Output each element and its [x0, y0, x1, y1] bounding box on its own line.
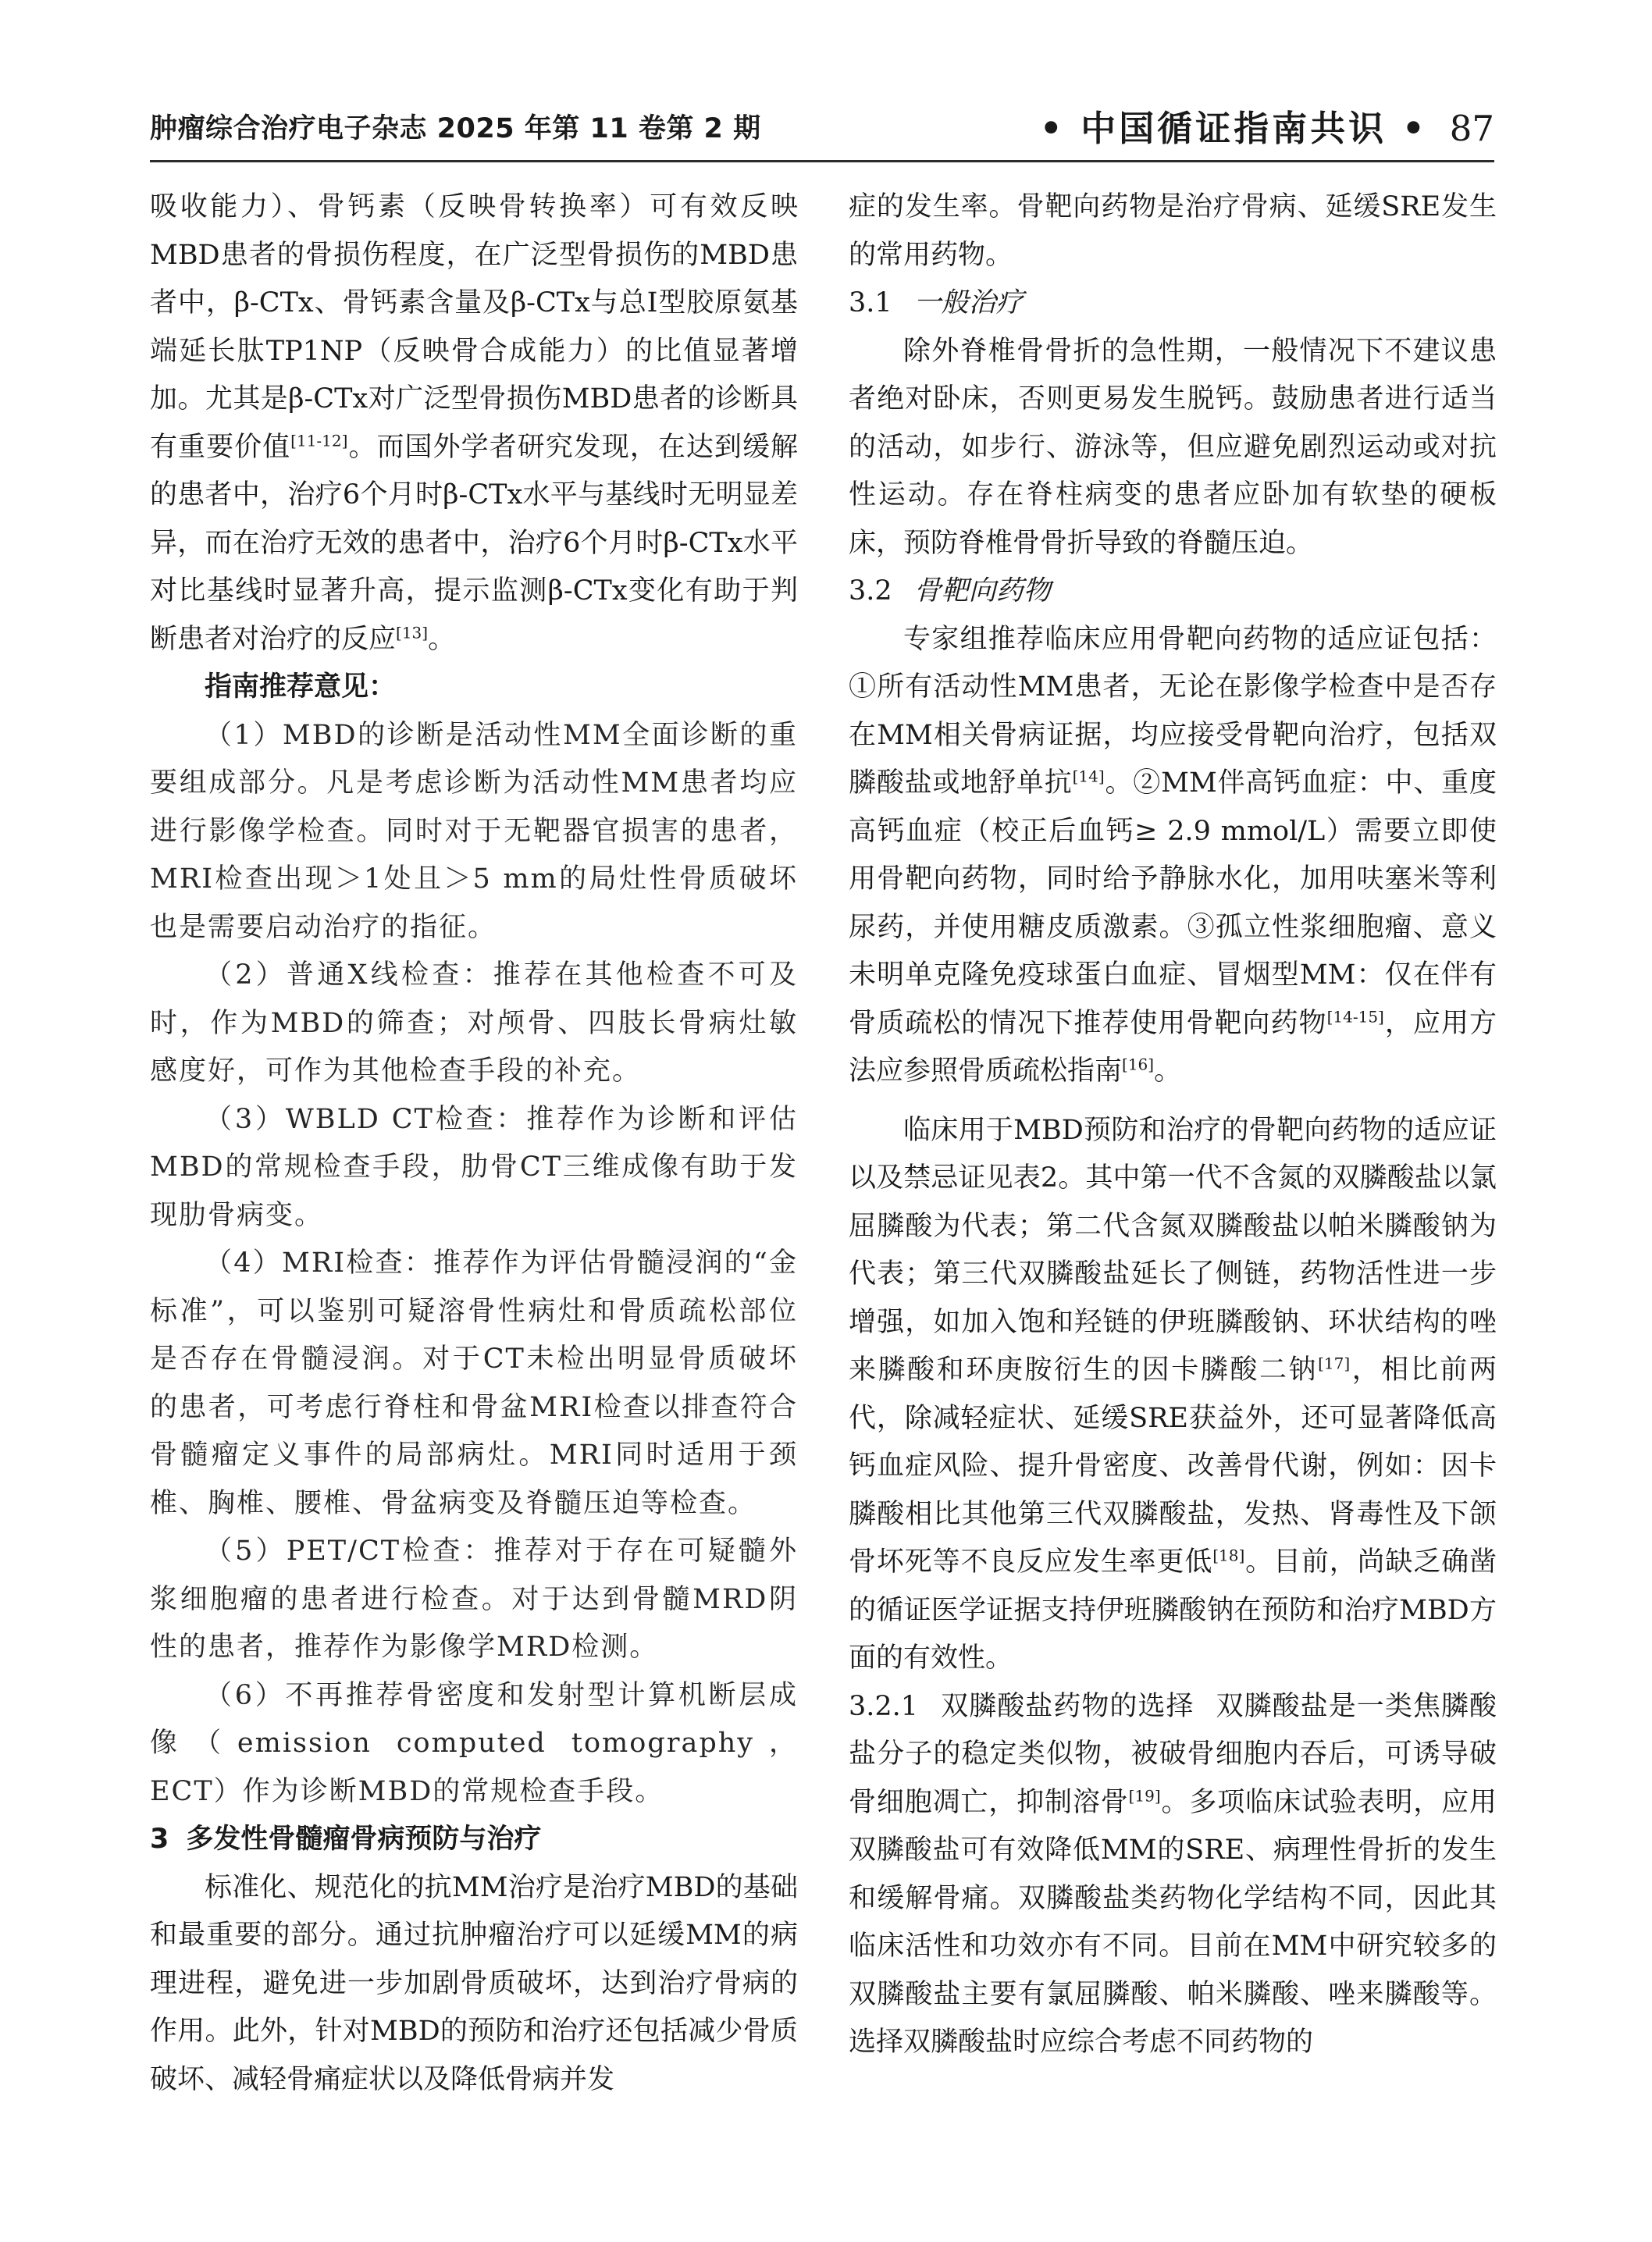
paragraph-general-treatment: 除外脊椎骨骨折的急性期，一般情况下不建议患者绝对卧床，否则更易发生脱钙。鼓励患者进行适当的活动，如步行、游泳等，但应避免剧烈运动或对抗性运动。存在脊柱病变的患者应卧加有软垫的硬板床，预防脊椎骨骨折导致的脊髓压迫。: [849, 335, 1497, 559]
recommendation-5: （5）PET/CT检查：推荐对于存在可疑髓外浆细胞瘤的患者进行检查。对于达到骨髓MRD阴性的患者，推荐作为影像学MRD检测。: [150, 1536, 798, 1663]
page-number: 87: [1449, 108, 1494, 149]
paragraph-bisphosphonate-generations: 临床用于MBD预防和治疗的骨靶向药物的适应证以及禁忌证见表2。其中第一代不含氮的双膦酸盐以氯屈膦酸为代表；第二代含氮双膦酸盐以帕米膦酸钠为代表；第三代双膦酸盐延长了侧链，药物活性进一步增强，如加入饱和羟链的伊班膦酸钠、环状结构的唑来膦酸和环庚胺衍生的因卡膦酸二钠[17]，相比前两代，除减轻症状、延缓SRE获益外，还可显著降低高钙血症风险、提升骨密度、改善骨代谢，例如：因卡膦酸相比其他第三代双膦酸盐，发热、肾毒性及下颌骨坏死等不良反应发生率更低[18]。目前，尚缺乏确凿的循证医学证据支持伊班膦酸钠在预防和治疗MBD方面的有效性。: [849, 1114, 1497, 1674]
paragraph-3-2-1: 3.2.1 双膦酸盐药物的选择 双膦酸盐是一类焦膦酸盐分子的稳定类似物，被破骨细胞内吞后，可诱导破骨细胞凋亡，抑制溶骨[19]。多项临床试验表明，应用双膦酸盐可有效降低MM的SRE、病理性骨折的发生和缓解骨痛。双膦酸盐类药物化学结构不同，因此其临床活性和功效亦有不同。目前在MM中研究较多的双膦酸盐主要有氯屈膦酸、帕米膦酸、唑来膦酸等。选择双膦酸盐时应综合考虑不同药物的: [849, 1690, 1497, 2058]
citation: [11-12]: [290, 430, 348, 450]
paragraph-indications: 专家组推荐临床应用骨靶向药物的适应证包括：①所有活动性MM患者，无论在影像学检查中是否存在MM相关骨病证据，均应接受骨靶向治疗，包括双膦酸盐或地舒单抗[14]。②MM伴高钙血症：中、重度高钙血症（校正后血钙≥ 2.9 mmol/L）需要立即使用骨靶向药物，同时给予静脉水化，加用呋塞米等利尿药，并使用糖皮质激素。③孤立性浆细胞瘤、意义未明单克隆免疫球蛋白血症、冒烟型MM：仅在伴有骨质疏松的情况下推荐使用骨靶向药物[14-15]，应用方法应参照骨质疏松指南[16]。: [849, 623, 1497, 1087]
recommendation-4: （4）MRI检查：推荐作为评估骨髓浸润的“金标准”，可以鉴别可疑溶骨性病灶和骨质疏松部位是否存在骨髓浸润。对于CT未检出明显骨质破坏的患者，可考虑行脊柱和骨盆MRI检查以排查符合骨髓瘤定义事件的局部病灶。MRI同时适用于颈椎、胸椎、腰椎、骨盆病变及脊髓压迫等检查。: [150, 1247, 798, 1519]
section-header: [1040, 108, 1494, 150]
recommendation-3: （3）WBLD CT检查：推荐作为诊断和评估MBD的常规检查手段，肋骨CT三维成像有助于发现肋骨病变。: [150, 1103, 798, 1231]
left-column: [150, 183, 798, 2104]
citation: [14]: [1072, 767, 1105, 786]
citation: [17]: [1318, 1354, 1351, 1373]
subsection-3-1-heading: 3.1 一般治疗: [849, 287, 1024, 319]
citation: [19]: [1128, 1785, 1161, 1805]
citation: [18]: [1212, 1546, 1245, 1565]
recommendation-6: （6）不再推荐骨密度和发射型计算机断层成像（emission computed tomography，ECT）作为诊断MBD的常规检查手段。: [150, 1679, 798, 1807]
recommendation-2: （2）普通X线检查：推荐在其他检查不可及时，作为MBD的筛查；对颅骨、四肢长骨病灶敏感度好，可作为其他检查手段的补充。: [150, 959, 798, 1087]
subsection-3-2-heading: 3.2 骨靶向药物: [849, 575, 1051, 607]
subsection-3-2-1-title: 双膦酸盐药物的选择: [940, 1690, 1194, 1722]
subsection-3-2-1-number: 3.2.1: [849, 1690, 919, 1722]
section-3-heading: 3 多发性骨髓瘤骨病预防与治疗: [150, 1824, 542, 1855]
paragraph-section-3: 标准化、规范化的抗MM治疗是治疗MBD的基础和最重要的部分。通过抗肿瘤治疗可以延缓MM的病理进程，避免进一步加剧骨质破坏，达到治疗骨病的作用。此外，针对MBD的预防和治疗还包括减少骨质破坏、减轻骨痛症状以及降低骨病并发: [150, 1871, 798, 2095]
paragraph-bone-markers: 吸收能力）、骨钙素（反映骨转换率）可有效反映MBD患者的骨损伤程度，在广泛型骨损伤的MBD患者中，β-CTx、骨钙素含量及β-CTx与总Ⅰ型胶原氨基端延长肽TP1NP（反映骨合成能力）的比值显著增加。尤其是β-CTx对广泛型骨损伤MBD患者的诊断具有重要价值[11-12]。而国外学者研究发现，在达到缓解的患者中，治疗6个月时β-CTx水平与基线时无明显差异，而在治疗无效的患者中，治疗6个月时β-CTx水平对比基线时显著升高，提示监测β-CTx变化有助于判断患者对治疗的反应[13]。: [150, 191, 798, 655]
paragraph-continued: 症的发生率。骨靶向药物是治疗骨病、延缓SRE发生的常用药物。: [849, 191, 1497, 271]
recommendation-1: （1）MBD的诊断是活动性MM全面诊断的重要组成部分。凡是考虑诊断为活动性MM患者均应进行影像学检查。同时对于无靶器官损害的患者，MRI检查出现＞1处且＞5 mm的局灶性骨质破坏也是需要启动治疗的指征。: [150, 719, 798, 943]
section-title: • 中国循证指南共识 •: [1039, 108, 1428, 149]
citation: [16]: [1122, 1055, 1155, 1074]
right-column: [849, 183, 1497, 2067]
citation: [14-15]: [1326, 1006, 1384, 1026]
recommendation-title: 指南推荐意见：: [205, 671, 397, 703]
journal-header: 肿瘤综合治疗电子杂志 2025 年第 11 卷第 2 期: [150, 113, 761, 144]
header-rule: [150, 160, 1494, 162]
citation: [13]: [396, 622, 429, 642]
